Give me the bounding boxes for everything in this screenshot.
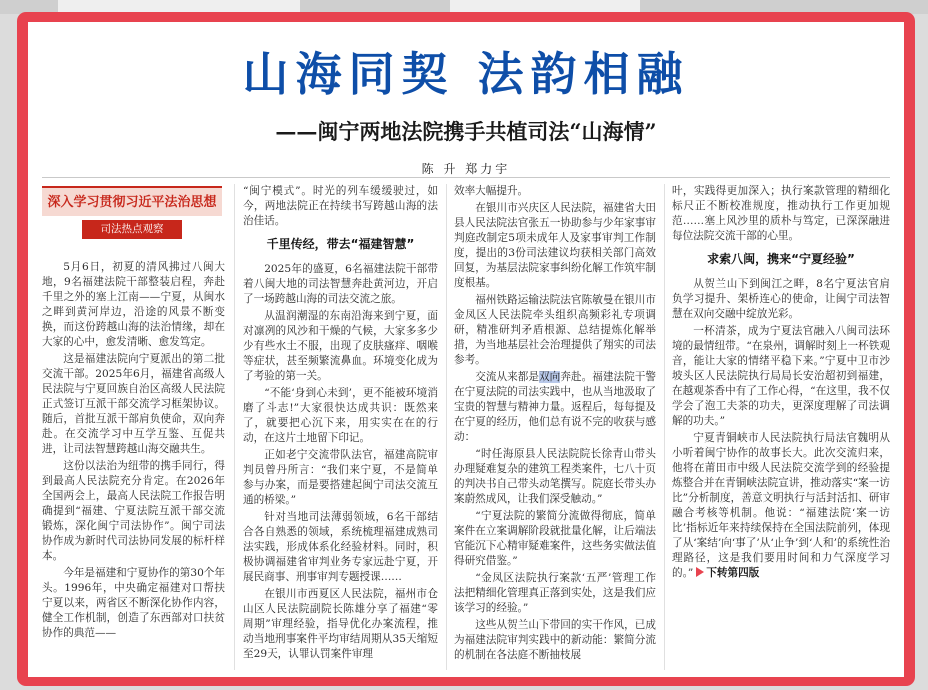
paragraph: 这份以法治为纽带的携手同行，得到最高人民法院充分肯定。在2026年全国两会上，最高人民法院工作报告明确提到“福建、宁夏法院互派干部交流锻炼，深化闽宁司法协作”。闽宁司法协作成为新时代司法协同发展的标杆样本。 (42, 460, 225, 562)
column-1 (42, 184, 225, 643)
paragraph: “金凤区法院执行案款‘五严’管理工作法把精细化管理真正落到实处，这是我们应该学习的经验。” (454, 572, 656, 614)
arrow-right-icon (696, 567, 704, 577)
headline: 山海同契 法韵相融 (242, 47, 690, 101)
paragraph: 宁夏青铜峡市人民法院执行局法官魏明从小听着闽宁协作的故事长大。此次交流归来，他将在莆田市中级人民法院交流学到的经验提炼整合并在青铜峡法院宣讲，推动落实“案一访比”分析制度，善意文明执行与活封活扣、研审融合考核等机制。他说：“福建法院‘案一访比’指标近年来持续保持在全国法院前列，体现了从‘案结’向‘事了’从‘止争’到‘人和’的系统性治理路径，这是我们要用时间和力气深度学习的。” 下转第四版 (672, 432, 890, 579)
paragraph: “闽宁模式”。时光的列车缓缓驶过，如今，两地法院正在持续书写跨越山海的法治佳话。 (243, 185, 438, 227)
column-3 (454, 184, 656, 665)
column-4 (672, 184, 890, 583)
paragraph: 2025年的盛夏，6名福建法院干部带着八闽大地的司法智慧奔赴黄河边，开启了一场跨越山海的司法交流之旅。 (243, 263, 438, 305)
paragraph: “时任海原县人民法院院长徐青山带头办理疑难复杂的建筑工程类案件，七八十页的判决书自己带头动笔撰写。院庭长带头办案蔚然成风，让我们深受触动。” (454, 448, 656, 505)
section-heading: 千里传经，带去“福建智慧” (266, 237, 415, 251)
paragraph: 一杯清茶，成为宁夏法官融入八闽司法环境的最情纽带。“在泉州，调解时刻上一杯铁观音，能让大家的情绪平稳下来。”宁夏中卫市沙坡头区人民法院执行局局长安治超初到福建，在越观茶香中有了工作心得，“在这里，我不仅学会了泡工夫茶的功夫，更深度理解了司法调解的功夫。” (672, 325, 890, 427)
column-separator (446, 184, 447, 670)
paragraph: 5月6日，初夏的清风拂过八闽大地，9名福建法院干部整装启程，奔赴千里之外的塞上江南——宁夏，从闽水之畔到黄河岸边，沿途的风景不断变换，而这份跨越山海的法治情缘，却在大家的心中，愈发清晰、愈发笃定。 (42, 261, 225, 348)
section-heading: 求索八闽，携来“宁夏经验” (707, 252, 855, 266)
badge-title: 深入学习贯彻习近平法治思想 (42, 186, 222, 216)
paragraph: 正如老宁交流带队法官，福建高院审判员曾丹所言：“我们来宁夏，不是简单参与办案，而是要搭建起闽宁司法交流互通的桥梁。” (243, 449, 438, 506)
newspaper-page (28, 22, 904, 677)
paragraph: 这是福建法院向宁夏派出的第二批交流干部。2025年6月，福建省高级人民法院与宁夏回族自治区高级人民法院正式签订互派干部交流学习框架协议。随后，首批互派干部肩负使命，双向奔赴。在交流学习中互学互鉴、互促共进，让司法智慧跨越山海交融共生。 (42, 353, 225, 455)
paragraph: 福州铁路运输法院法官陈敏曼在银川市金凤区人民法院牵头组织高频彩礼专项调研，精准研判矛盾根源、总结提炼化解举措，为当地基层社会治理提供了翔实的司法参考。 (454, 294, 656, 366)
column-2 (243, 184, 438, 664)
paragraph: 在银川市西夏区人民法院，福州市仓山区人民法院副院长陈雄分享了福建“零周期”审理经验，指导优化办案流程，推动当地刑事案件平均审结周期从35天缩短至29天，认罪认罚案件审理 (243, 588, 438, 660)
paragraph: 交流从来都是双向奔赴。福建法院干警在宁夏法院的司法实践中，也从当地汲取了宝贵的智慧与精神力量。返程后，每每提及在宁夏的经历，他们总有说不完的收获与感动： (454, 371, 657, 443)
paragraph: 效率大幅提升。 (454, 185, 529, 197)
highlighted-text: 双向 (539, 371, 561, 383)
paragraph: 从贺兰山下到闽江之畔，8名宁夏法官肩负学习提升、架桥连心的使命，让闽宁司法智慧在双向交融中绽放光彩。 (672, 278, 890, 320)
paragraph: “不能‘身到心未到’，更不能被环境消磨了斗志!”大家很快达成共识：既然来了，就要把心沉下来，用实实在在的行动，在这片土地留下印记。 (243, 387, 438, 444)
paragraph: 叶，实践得更加深入；执行案款管理的精细化标尺正不断校准规度，推动执行工作更加规范……塞上风沙里的质朴与笃定，已深深融进每位法院交流干部的心里。 (672, 185, 890, 242)
continued-on-page-link[interactable]: 下转第四版 (706, 567, 760, 579)
paragraph: 这些从贺兰山下带回的实干作风，已成为福建法院审判实践中的新动能：繁简分流的机制在各法庭不断抽枝展 (454, 619, 656, 661)
divider (42, 177, 890, 178)
byline: 陈 升 郑力宇 (421, 162, 511, 176)
paragraph: 今年是福建和宁夏协作的第30个年头。1996年，中央确定福建对口帮扶宁夏以来，两省区不断深化协作内容，健全工作机制，创造了东西部对口扶贫协作的典范—— (42, 567, 225, 639)
column-separator (234, 184, 235, 670)
paragraph: 针对当地司法薄弱领域，6名干部结合各自熟悉的领域，系统梳理福建成熟司法实践，形成体系化经验材料。同时，积极协调福建省审判业务专家远赴宁夏，开展民商事、刑事审判专题授课…… (243, 511, 438, 583)
paragraph: “宁夏法院的繁简分流做得彻底，简单案件在立案调解阶段就批量化解，让后端法官能沉下心精审疑难案件，这些务实做法值得研究借鉴。” (454, 510, 656, 567)
subtitle: ——闽宁两地法院携手共植司法“山海情” (275, 119, 657, 144)
badge-subtitle: 司法热点观察 (82, 220, 182, 239)
paragraph: 在银川市兴庆区人民法院，福建省大田县人民法院法官张五一协助参与少年家事审判庭改制定5项未成年人及家事审判工作制度，提出的3份司法建议均获相关部门高效回复，为基层法院家事纠纷化解工作筑牢制度根基。 (454, 202, 656, 289)
column-badge (42, 186, 222, 248)
column-separator (664, 184, 665, 670)
paragraph: 从温润潮湿的东南沿海来到宁夏，面对凛冽的风沙和干燥的气候，大家多多少少有些水土不服，出现了皮肤瘙痒、咽喉等症状，甚至频繁流鼻血。环境变化成为了考验的第一关。 (243, 310, 438, 382)
